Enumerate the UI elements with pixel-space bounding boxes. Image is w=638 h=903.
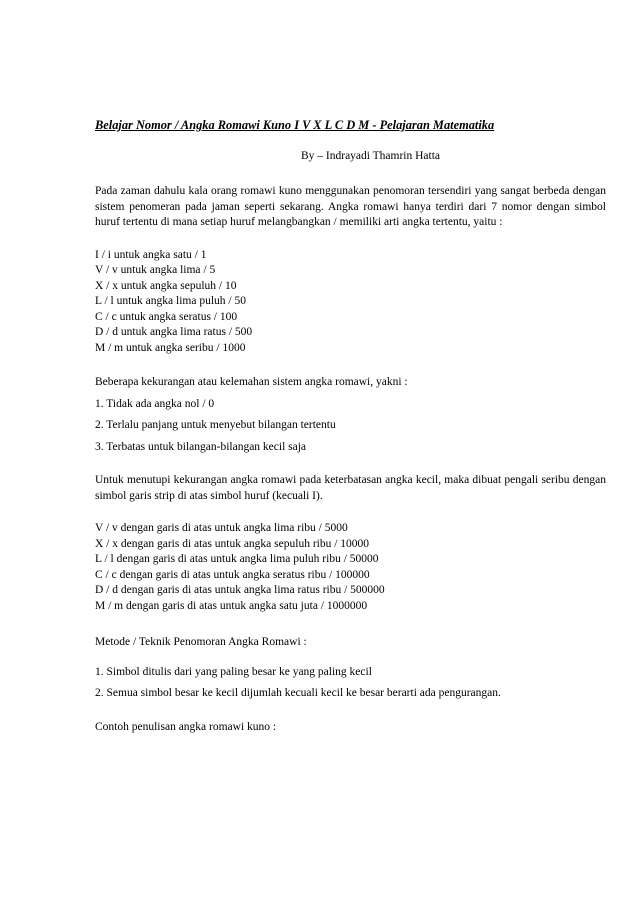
multiplier-paragraph: Untuk menutupi kekurangan angka romawi pada keterbatasan angka kecil, maka dibuat pengali seribu dengan simbol garis strip di atas simbol huruf (kecuali I). — [95, 474, 606, 502]
symbol-list — [95, 248, 606, 357]
weakness-item: 1. Tidak ada angka nol / 0 — [95, 397, 215, 410]
overline-symbol-line: V / v dengan garis di atas untuk angka lima ribu / 5000 — [95, 522, 348, 534]
weakness-item: 2. Terlalu panjang untuk menyebut bilangan tertentu — [95, 419, 336, 431]
symbol-line: C / c untuk angka seratus / 100 — [95, 310, 238, 323]
symbol-line: I / i untuk angka satu / 1 — [95, 248, 207, 261]
document-title: Belajar Nomor / Angka Romawi Kuno I V X L C D M - Pelajaran Matematika — [95, 118, 495, 132]
weakness-heading: Beberapa kekurangan atau kelemahan sistem angka romawi, yakni : — [95, 376, 408, 388]
method-list — [95, 665, 606, 702]
symbol-line: V / v untuk angka lima / 5 — [95, 264, 216, 276]
weakness-item: 3. Terbatas untuk bilangan-bilangan kecil saja — [95, 440, 307, 453]
intro-paragraph: Pada zaman dahulu kala orang romawi kuno menggunakan penomoran tersendiri yang sangat berbeda dengan sistem penomeran pada jaman seperti sekarang. Angka romawi hanya terdiri dari 7 nomor dengan simbol huruf tertentu di mana setiap huruf melangbangkan / memiliki arti angka tertentu, yaitu : — [95, 185, 606, 228]
author-byline: By – Indrayadi Thamrin Hatta — [300, 149, 441, 162]
overline-symbol-line: C / c dengan garis di atas untuk angka seratus ribu / 100000 — [95, 568, 370, 581]
document-content — [95, 118, 606, 735]
symbol-line: D / d untuk angka lima ratus / 500 — [95, 326, 253, 338]
method-item: 2. Semua simbol besar ke kecil dijumlah kecuali kecil ke besar berarti ada pengurangan. — [95, 687, 501, 699]
overline-symbol-line: L / l dengan garis di atas untuk angka lima puluh ribu / 50000 — [95, 553, 379, 565]
overline-symbol-list — [95, 521, 606, 614]
example-heading: Contoh penulisan angka romawi kuno : — [95, 720, 277, 733]
symbol-line: M / m untuk angka seribu / 1000 — [95, 341, 246, 354]
symbol-line: L / l untuk angka lima puluh / 50 — [95, 295, 246, 307]
overline-symbol-line: D / d dengan garis di atas untuk angka lima ratus ribu / 500000 — [95, 584, 385, 596]
symbol-line: X / x untuk angka sepuluh / 10 — [95, 279, 237, 292]
overline-symbol-line: X / x dengan garis di atas untuk angka sepuluh ribu / 10000 — [95, 537, 370, 550]
weakness-list — [95, 397, 606, 456]
method-heading: Metode / Teknik Penomoran Angka Romawi : — [95, 636, 307, 648]
overline-symbol-line: M / m dengan garis di atas untuk angka satu juta / 1000000 — [95, 599, 368, 612]
method-item: 1. Simbol ditulis dari yang paling besar ke yang paling kecil — [95, 665, 372, 678]
